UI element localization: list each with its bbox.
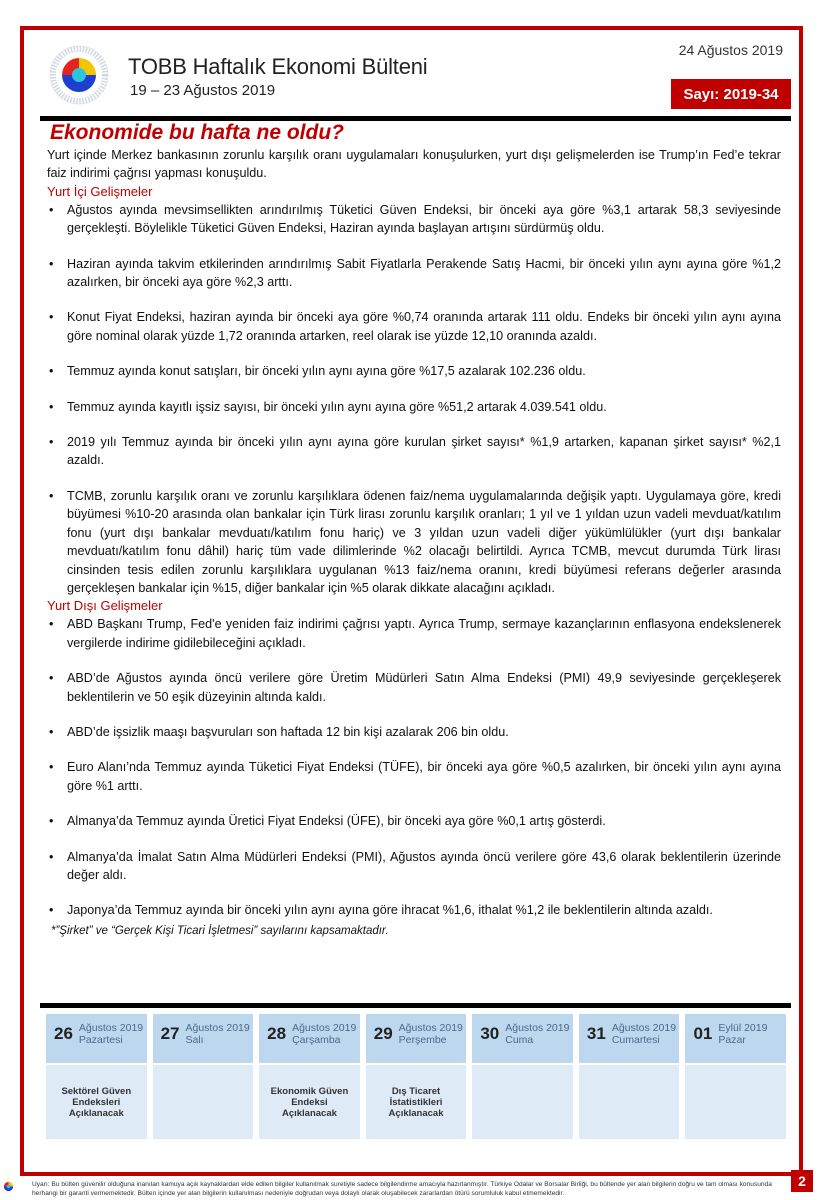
day-number: 30 (480, 1024, 500, 1043)
bullet-icon: • (49, 399, 54, 414)
day-number: 26 (54, 1024, 73, 1043)
day-month: Ağustos 2019 (292, 1022, 357, 1034)
calendar-day (685, 1014, 786, 1139)
tobb-small-logo-icon (3, 1181, 14, 1192)
bullet-icon: • (49, 256, 54, 271)
bullet-icon: • (49, 760, 54, 775)
intro-paragraph: Yurt içinde Merkez bankasının zorunlu karşılık oranı uygulamaları konuşulurken, yurt dışı gelişmelerden ise Trump’ın Fed’e tekrar faiz indirimi çağrısı yapması konuşuldu. (47, 148, 781, 181)
bullet-icon: • (49, 310, 54, 325)
bullet-icon: • (49, 849, 54, 864)
list-item: • Ağustos ayında mevsimsellikten arındırılmış Tüketici Güven Endeksi, bir önceki aya göre %3,1 artarak 58,3 seviyesinde gerçekleşti. Böylelikle Tüketici Güven Endeksi, Haziran ayında başlayan artışını sürdürmüş oldu. (49, 202, 781, 236)
calendar-day-header (366, 1014, 467, 1063)
day-number: 31 (586, 1024, 606, 1043)
day-event (472, 1065, 573, 1139)
day-month: Ağustos 2019 (185, 1022, 250, 1034)
list-item: • Almanya’da İmalat Satın Alma Müdürleri Endeksi (PMI), Ağustos ayında öncü verilere göre 43,6 olarak beklentilerin üzerinde değer aldı. (49, 849, 781, 882)
calendar-day (153, 1014, 254, 1139)
list-item: • TCMB, zorunlu karşılık oranı ve zorunlu karşılıklara ödenen faiz/nema uygulamalarında değişik yaptı. Uygulamaya göre, kredi büyümesi %10-20 arasında olan bankalar için Türk lirası zorunlu karşılık oranları; 1 yıl ve 1 yıldan uzun vadeli mevduat/katılım fonu (yurt dışı bankalar mevduatı/katılım fonu hariç) ve 3 yıldan uzun vadeli diğer yükümlülükler (yurt dışı bankalar mevduatı/katılım fonu dâhil) hariç tüm vade dilimlerinde %2 olacağı belirtildi. Ayrıca TCMB, mevcut durumda Türk lirası cinsinden tesis edilen zorunlu karşılıklara uygulanan %13 faiz/nema oranını, kredi büyümesi referans değerler arasında gerçekleşen bankalar için %15, diğer bankalar için %5 olarak dikkate alacağını açıkladı. (49, 488, 781, 595)
day-event: Sektörel Güven Endeksleri Açıklanacak (46, 1065, 147, 1139)
list-item: • Haziran ayında takvim etkilerinden arındırılmış Sabit Fiyatlarla Perakende Satış Hacmi, bir önceki yılın aynı ayına göre %1,2 azalırken, bir önceki aya göre %2,3 arttı. (49, 256, 781, 290)
list-item: • Konut Fiyat Endeksi, haziran ayında bir önceki aya göre %0,74 oranında artarak 111 oldu. Endeks bir önceki yılın aynı ayına göre nominal olarak yüzde 1,72 oranında artarken, reel olarak ise yüzde 12,10 oranında azaldı. (49, 310, 781, 343)
bullet-icon: • (49, 724, 54, 739)
day-number: 29 (373, 1024, 393, 1043)
day-month: Ağustos 2019 (611, 1022, 677, 1034)
bullet-icon: • (49, 364, 54, 379)
date-range: 19 – 23 Ağustos 2019 (130, 82, 276, 99)
footnote: *”Şirket” ve “Gerçek Kişi Ticari İşletmesi” sayılarını kapsamaktadır. (51, 924, 389, 937)
main-content (47, 120, 781, 940)
list-item: • Temmuz ayında kayıtlı işsiz sayısı, bir önceki yılın aynı ayına göre %51,2 artarak 4.039.541 oldu. (47, 398, 781, 416)
calendar-day (46, 1014, 147, 1139)
headline: Ekonomide bu hafta ne oldu? (50, 121, 344, 144)
disclaimer: Uyarı: Bu bülten güvenilir olduğuna inanılan kamuya açık kaynaklardan elde edilen bilgiler kullanılmak suretiyle sadece bilgilendirme amacıyla hazırlanmıştır. Türkiye Odalar ve Borsalar Birliği, bu bültende yer alan bilgilerin doğru ve tam olması konusunda herhangi bir garanti vermemektedir. Bülten içinde yer alan bilgilerin kullanılması nedeniyle doğrudan veya dolaylı olarak oluşabilecek zararlardan ötürü sorumluluk kabul etmemektedir. (32, 1181, 772, 1197)
day-weekday: Salı (185, 1034, 204, 1046)
foreign-list (47, 615, 781, 919)
list-item: • ABD’de işsizlik maaşı başvuruları son haftada 12 bin kişi azalarak 206 bin oldu. (47, 723, 781, 741)
page-number: 2 (791, 1170, 813, 1192)
day-number: 28 (267, 1024, 287, 1043)
calendar-divider (40, 1003, 791, 1008)
day-weekday: Pazartesi (78, 1034, 123, 1046)
list-item: • Japonya’da Temmuz ayında bir önceki yılın aynı ayına göre ihracat %1,6, ithalat %1,2 ile beklentilerin altında azaldı. (47, 901, 781, 919)
bullet-icon: • (49, 903, 54, 918)
day-month: Ağustos 2019 (398, 1022, 463, 1034)
list-item: • Almanya’da Temmuz ayında Üretici Fiyat Endeksi (ÜFE), bir önceki aya göre %0,1 artış gösterdi. (47, 812, 781, 830)
issue-badge: Sayı: 2019-34 (671, 79, 791, 109)
day-event (685, 1065, 786, 1139)
bullet-icon: • (49, 202, 54, 217)
day-number: 01 (693, 1024, 713, 1043)
calendar-day-header (259, 1014, 360, 1063)
list-item: • Temmuz ayında konut satışları, bir önceki yılın aynı ayına göre %17,5 azalarak 102.236 oldu. (47, 362, 781, 380)
weekly-calendar (46, 1014, 786, 1139)
bullet-icon: • (49, 671, 54, 686)
day-month: Ağustos 2019 (78, 1022, 144, 1034)
bullet-icon: • (49, 617, 54, 632)
bullet-icon: • (49, 814, 54, 829)
day-event: Dış Ticaret İstatistikleri Açıklanacak (366, 1065, 467, 1139)
calendar-day-header (153, 1014, 254, 1063)
list-item: • 2019 yılı Temmuz ayında bir önceki yılın aynı ayına göre kurulan şirket sayısı* %1,9 artarken, kapanan şirket sayısı* %2,1 azaldı. (49, 435, 781, 468)
calendar-day-header (579, 1014, 680, 1063)
calendar-day (366, 1014, 467, 1139)
bullet-icon: • (49, 488, 54, 503)
domestic-section-title: Yurt İçi Gelişmeler (47, 183, 153, 199)
calendar-day (472, 1014, 573, 1139)
calendar-day-header (46, 1014, 147, 1063)
list-item: • ABD’de Ağustos ayında öncü verilere göre Üretim Müdürleri Satın Alma Endeksi (PMI) 49,9 seviyesinde gerçekleşerek beklentilerin ve 50 eşik düzeyinin altında kaldı. (49, 671, 781, 704)
day-weekday: Perşembe (398, 1034, 447, 1046)
day-event (579, 1065, 680, 1139)
day-event (153, 1065, 254, 1139)
day-weekday: Çarşamba (292, 1034, 341, 1046)
day-month: Eylül 2019 (718, 1022, 768, 1034)
list-item: • ABD Başkanı Trump, Fed'e yeniden faiz indirimi çağrısı yaptı. Ayrıca Trump, sermaye kazançlarının enflasyona endekslenerek vergilerde indirime gidilebileceğini açıkladı. (49, 617, 781, 650)
bulletin-title: TOBB Haftalık Ekonomi Bülteni (128, 54, 428, 79)
day-weekday: Pazar (718, 1034, 746, 1046)
calendar-day-header (685, 1014, 786, 1063)
day-month: Ağustos 2019 (505, 1022, 570, 1034)
bullet-icon: • (49, 435, 54, 450)
tobb-logo-icon (48, 44, 110, 106)
calendar-day (259, 1014, 360, 1139)
day-number: 27 (160, 1024, 180, 1043)
calendar-day (579, 1014, 680, 1139)
domestic-list (47, 201, 781, 598)
foreign-section-title: Yurt Dışı Gelişmeler (47, 598, 163, 614)
calendar-day-header (472, 1014, 573, 1063)
day-event: Ekonomik Güven Endeksi Açıklanacak (259, 1065, 360, 1139)
day-weekday: Cuma (505, 1034, 534, 1046)
day-weekday: Cumartesi (611, 1034, 660, 1046)
publish-date: 24 Ağustos 2019 (678, 42, 783, 58)
list-item: • Euro Alanı’nda Temmuz ayında Tüketici Fiyat Endeksi (TÜFE), bir önceki aya göre %0,5 azalırken, bir önceki yılın aynı ayına göre %1 arttı. (49, 760, 781, 793)
